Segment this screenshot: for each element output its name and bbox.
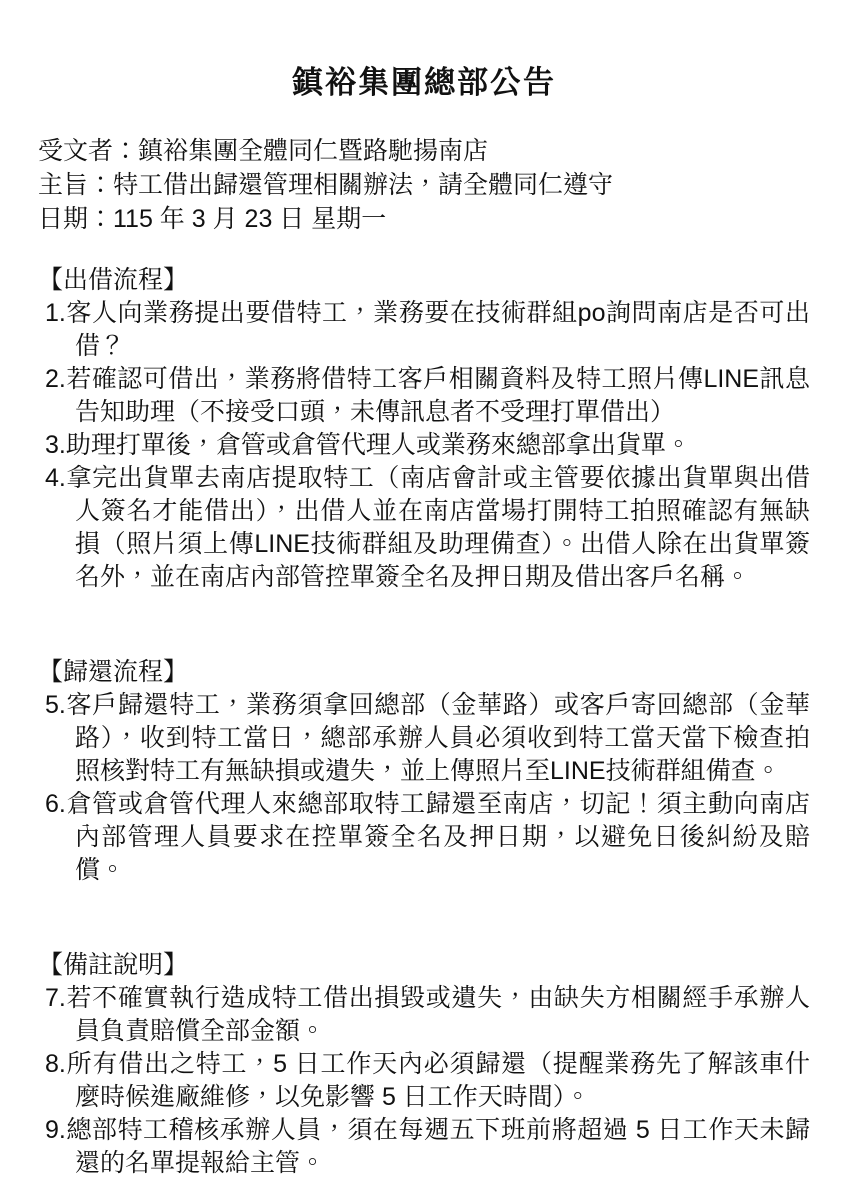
list-item-4	[45, 462, 810, 594]
item-number: 3.	[45, 431, 66, 459]
item-number: 5.	[45, 691, 66, 719]
item-number: 9.	[45, 1116, 66, 1144]
list-item-9	[45, 1114, 810, 1180]
section-return-process	[38, 656, 810, 887]
item-text: 客戶歸還特工，業務須拿回總部（金華路）或客戶寄回總部（金華路），收到特工當日，總部承辦人員必須收到特工當天當下檢查拍照核對特工有無缺損或遺失，並上傳照片至LINE技術群組備查。	[65, 691, 810, 785]
section-header-remarks: 【備註說明】	[38, 951, 189, 979]
list-item-7	[45, 982, 810, 1048]
section-remarks	[38, 949, 810, 1180]
item-number: 2.	[45, 365, 66, 393]
section-lending-process	[38, 264, 810, 594]
item-text: 助理打單後，倉管或倉管代理人或業務來總部拿出貨單。	[65, 431, 691, 459]
subject-line: 主旨：特工借出歸還管理相關辦法，請全體同仁遵守	[38, 171, 614, 199]
item-number: 4.	[45, 464, 66, 492]
item-number: 1.	[45, 299, 66, 327]
item-number: 6.	[45, 790, 66, 818]
list-item-2	[45, 363, 810, 429]
item-text: 倉管或倉管代理人來總部取特工歸還至南店，切記！須主動向南店內部管理人員要求在控單簽全名及押日期，以避免日後糾紛及賠償。	[65, 790, 810, 884]
item-number: 7.	[45, 984, 66, 1012]
item-text: 所有借出之特工，5 日工作天內必須歸還（提醒業務先了解該車什麼時候進廠維修，以免影響 5 日工作天時間）。	[65, 1050, 810, 1111]
list-item-6	[45, 788, 810, 887]
date-line: 日期：115 年 3 月 23 日 星期一	[38, 205, 387, 233]
section-header-lending: 【出借流程】	[38, 266, 189, 294]
item-text: 總部特工稽核承辦人員，須在每週五下班前將超過 5 日工作天未歸還的名單提報給主管。	[65, 1116, 810, 1177]
recipient-line: 受文者：鎮裕集團全體同仁暨路馳揚南店	[38, 137, 489, 165]
item-text: 若不確實執行造成特工借出損毀或遺失，由缺失方相關經手承辦人員負責賠償全部金額。	[65, 984, 810, 1045]
item-text: 客人向業務提出要借特工，業務要在技術群組po詢問南店是否可出借？	[65, 299, 810, 360]
document-title: 鎮裕集團總部公告	[292, 65, 556, 100]
list-item-8	[45, 1048, 810, 1114]
section-header-return: 【歸還流程】	[38, 658, 189, 686]
list-item-3	[45, 429, 810, 462]
item-number: 8.	[45, 1050, 66, 1078]
meta-block	[38, 134, 810, 236]
item-text: 拿完出貨單去南店提取特工（南店會計或主管要依據出貨單與出借人簽名才能借出），出借人並在南店當場打開特工拍照確認有無缺損（照片須上傳LINE技術群組及助理備查）。出借人除在出貨單簽名外，並在南店內部管控單簽全名及押日期及借出客戶名稱。	[65, 464, 810, 591]
item-text: 若確認可借出，業務將借特工客戶相關資料及特工照片傳LINE訊息告知助理（不接受口頭，未傳訊息者不受理打單借出）	[65, 365, 810, 426]
list-item-1	[45, 297, 810, 363]
list-item-5	[45, 689, 810, 788]
